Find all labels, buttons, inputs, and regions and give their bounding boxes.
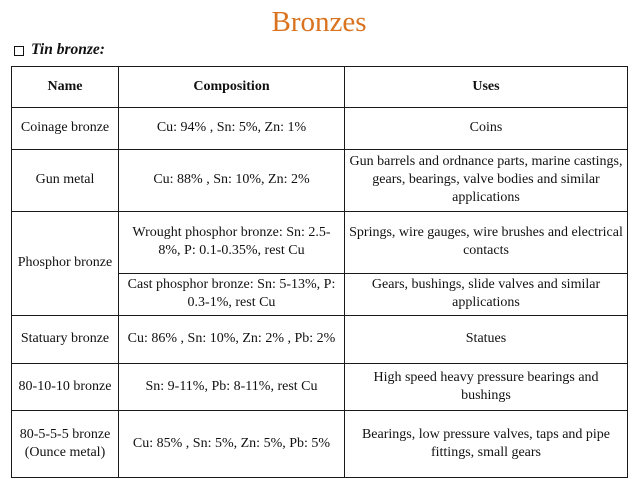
section-heading (14, 40, 105, 60)
cell-composition: Cu: 86% , Sn: 10%, Zn: 2% , Pb: 2% (119, 315, 345, 363)
cell-composition: Cu: 94% , Sn: 5%, Zn: 1% (119, 107, 345, 149)
cell-uses: High speed heavy pressure bearings and bushings (345, 363, 628, 410)
cell-name: Gun metal (12, 149, 119, 211)
cell-composition: Cu: 88% , Sn: 10%, Zn: 2% (119, 149, 345, 211)
table-header-row (12, 67, 628, 108)
table-row (12, 315, 628, 363)
table-row (12, 107, 628, 149)
page-title: Bronzes (271, 6, 367, 38)
cell-composition: Cu: 85% , Sn: 5%, Zn: 5%, Pb: 5% (119, 410, 345, 477)
cell-name: 80-5-5-5 bronze (Ounce metal) (12, 410, 119, 477)
cell-name: 80-10-10 bronze (12, 363, 119, 410)
cell-uses: Bearings, low pressure valves, taps and pipe fittings, small gears (345, 410, 628, 477)
section-heading-label: Tin bronze: (31, 41, 105, 58)
cell-name: Statuary bronze (12, 315, 119, 363)
cell-uses: Statues (345, 315, 628, 363)
checkbox-bullet-icon (14, 46, 24, 56)
table-row (12, 211, 628, 273)
header-name: Name (12, 67, 119, 108)
cell-uses: Coins (345, 107, 628, 149)
table-row (12, 149, 628, 211)
tin-bronze-table (11, 66, 628, 478)
cell-uses: Gears, bushings, slide valves and similar applications (345, 274, 628, 316)
header-composition: Composition (119, 67, 345, 108)
cell-composition: Cast phosphor bronze: Sn: 5-13%, P: 0.3-1%, rest Cu (119, 274, 345, 316)
cell-name: Coinage bronze (12, 107, 119, 149)
table-row (12, 363, 628, 410)
cell-uses: Gun barrels and ordnance parts, marine castings, gears, bearings, valve bodies and similar applications (345, 149, 628, 211)
header-uses: Uses (345, 67, 628, 108)
cell-composition: Sn: 9-11%, Pb: 8-11%, rest Cu (119, 363, 345, 410)
table-row (12, 410, 628, 477)
cell-composition: Wrought phosphor bronze: Sn: 2.5-8%, P: 0.1-0.35%, rest Cu (119, 211, 345, 273)
cell-name: Phosphor bronze (12, 211, 119, 315)
cell-uses: Springs, wire gauges, wire brushes and electrical contacts (345, 211, 628, 273)
